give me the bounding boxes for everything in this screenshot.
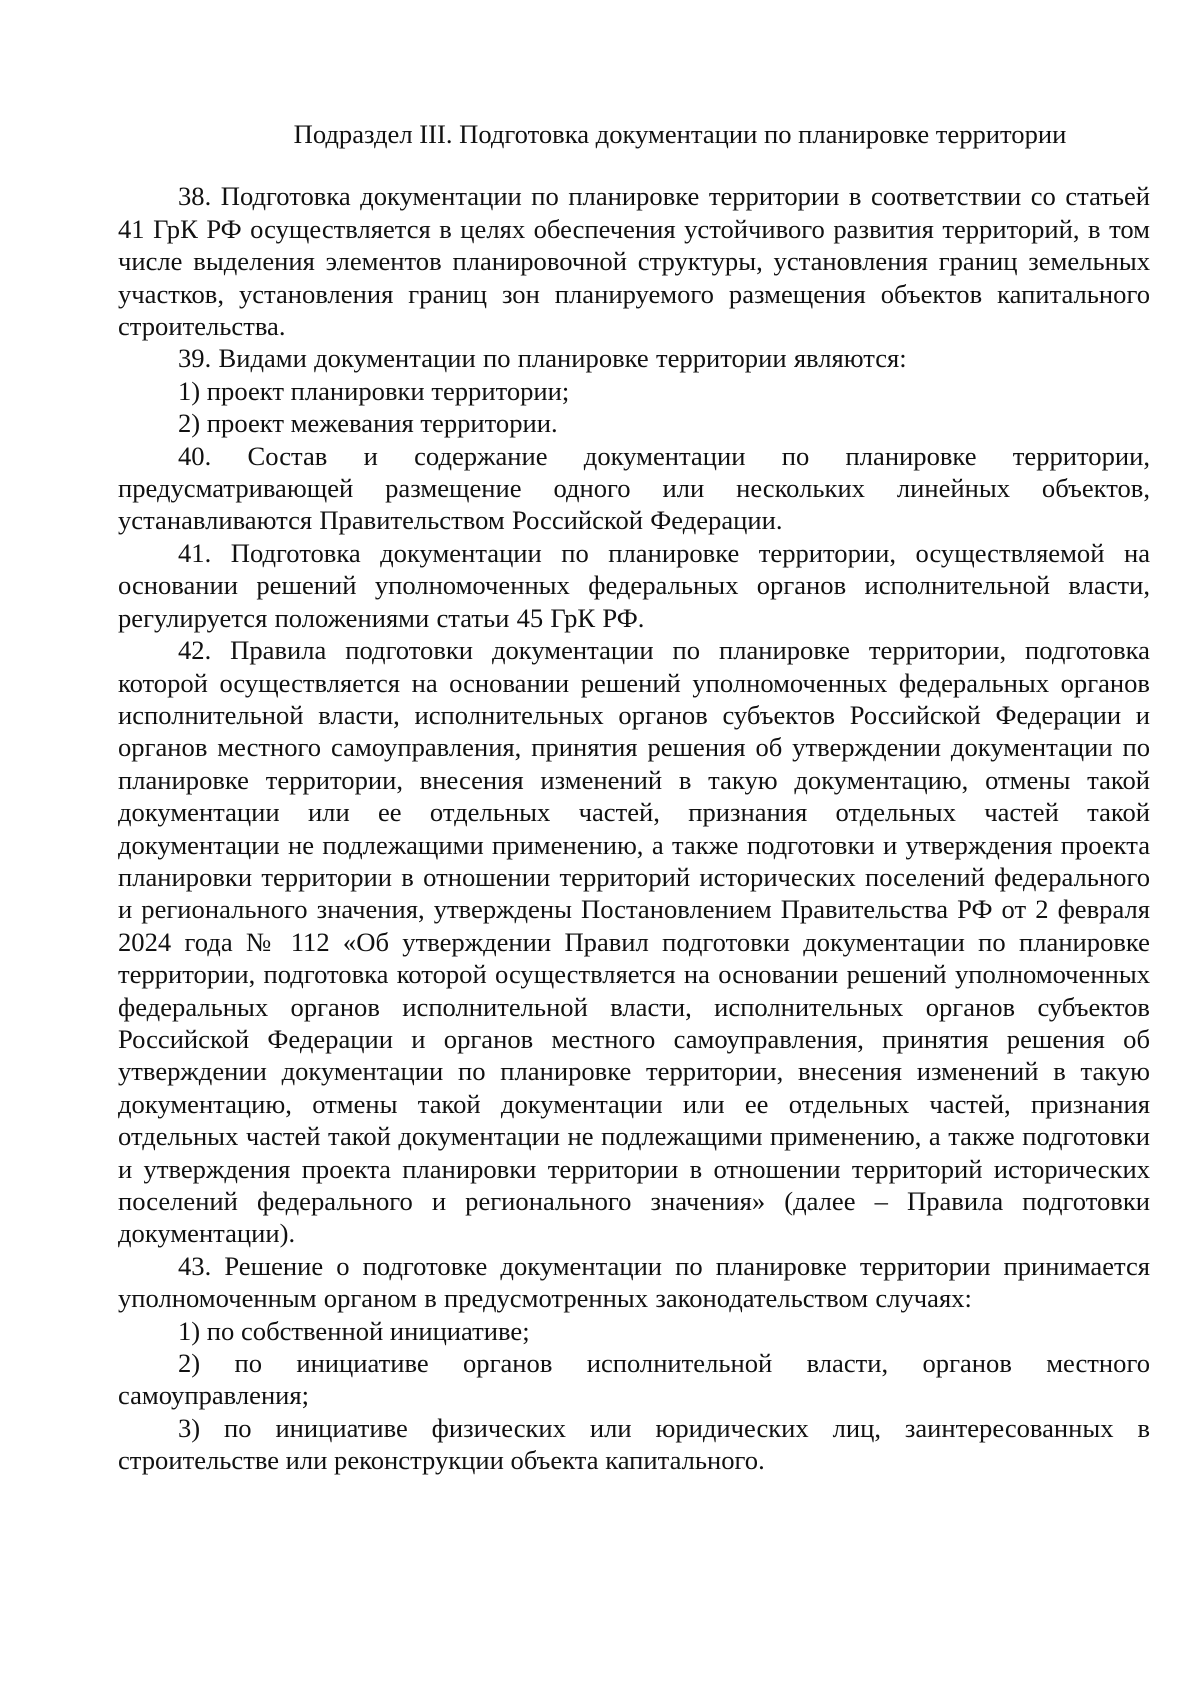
list-item-43-1: 1) по собственной инициативе; bbox=[178, 1315, 530, 1346]
subsection-heading: Подраздел III. Подготовка документации по планировке территории bbox=[293, 119, 1067, 149]
paragraph-39: 39. Видами документации по планировке территории являются: bbox=[178, 343, 907, 374]
list-item-43-3: 3) по инициативе физических или юридических лиц, заинтересованных в строительстве или реконструкции объекта капитального. bbox=[118, 1412, 1150, 1476]
paragraph-43: 43. Решение о подготовке документации по планировке территории принимается уполномоченным органом в предусмотренных законодательством случаях: bbox=[118, 1250, 1150, 1314]
document-page bbox=[118, 118, 1150, 1477]
paragraph-41: 41. Подготовка документации по планировке территории, осуществляемой на основании решений уполномоченных федеральных органов исполнительной власти, регулируется положениями статьи 45 ГрК РФ. bbox=[118, 537, 1150, 633]
paragraph-40: 40. Состав и содержание документации по планировке территории, предусматривающей размещение одного или нескольких линейных объектов, устанавливаются Правительством Российской Федерации. bbox=[118, 440, 1150, 536]
list-item-39-1: 1) проект планировки территории; bbox=[178, 375, 570, 406]
list-item-43-2: 2) по инициативе органов исполнительной власти, органов местного самоуправления; bbox=[118, 1348, 1150, 1411]
paragraph-42: 42. Правила подготовки документации по планировке территории, подготовка которой осуществляется на основании решений уполномоченных федеральных органов исполнительной власти, исполнительных органов субъектов Российской Федерации и органов местного самоуправления, принятия решения об утверждении документации по планировке территории, внесения изменений в такую документацию, отмены такой документации или ее отдельных частей, признания отдельных частей такой документации не подлежащими применению, а также подготовки и утверждения проекта планировки территории в отношении территорий исторических поселений федерального и регионального значения, утверждены Постановлением Правительства РФ от 2 февраля 2024 года № 112 «Об утверждении Правил подготовки документации по планировке территории, подготовка которой осуществляется на основании решений уполномоченных федеральных органов исполнительной власти, исполнительных органов субъектов Российской Федерации и органов местного самоуправления, принятия решения об утверждении документации по планировке территории, внесения изменений в такую документацию, отмены такой документации или ее отдельных частей, признания отдельных частей такой документации не подлежащими применению, а также подготовки и утверждения проекта планировки территории в отношении территорий исторических поселений федерального и регионального значения» (далее – Правила подготовки документации). bbox=[118, 635, 1150, 1249]
paragraph-38: 38. Подготовка документации по планировке территории в соответствии со статьей 41 ГрК РФ осуществляется в целях обеспечения устойчивого развития территорий, в том числе выделения элементов планировочной структуры, установления границ земельных участков, установления границ зон планируемого размещения объектов капитального строительства. bbox=[118, 181, 1150, 342]
list-item-39-2: 2) проект межевания территории. bbox=[178, 408, 558, 439]
